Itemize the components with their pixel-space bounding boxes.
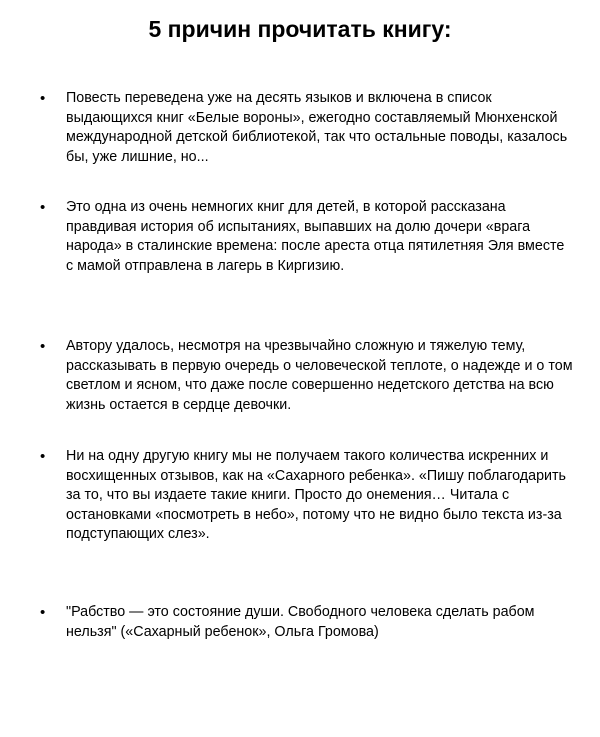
bullet-icon: • [40, 448, 46, 465]
reason-list-item [40, 89, 575, 167]
reason-text: Это одна из очень немногих книг для детей, в которой рассказана правдивая история об испытаниях, выпавших на долю дочери «врага народа» в сталинские времена: после ареста отца пятилетняя Эля вместе с мамой отправлена в лагерь в Киргизию. [66, 199, 565, 274]
reason-list-item [40, 447, 575, 545]
reason-text: Повесть переведена уже на десять языков и включена в список выдающихся книг «Белые вороны», ежегодно составляемый Мюнхенской международной детской библиотекой, так что остальные поводы, казалось бы, уже лишние, но... [66, 90, 568, 165]
bullet-icon: • [40, 338, 46, 355]
reason-list-item [40, 603, 575, 642]
reason-list-item [40, 337, 575, 415]
quote-text: "Рабство — это состояние души. Свободного человека сделать рабом нельзя" («Сахарный ребенок», Ольга Громова) [66, 604, 535, 640]
reason-text: Ни на одну другую книгу мы не получаем такого количества искренних и восхищенных отзывов, как на «Сахарного ребенка». «Пишу поблагодарить за то, что вы издаете такие книги. Просто до онемения… Читала с остановками «посмотреть в небо», потому что не видно было текста из-за подступающих слез». [66, 448, 566, 542]
reason-list-item [40, 198, 575, 276]
bullet-icon: • [40, 90, 46, 107]
reason-text: Автору удалось, несмотря на чрезвычайно сложную и тяжелую тему, рассказывать в первую очередь о человеческой теплоте, о надежде и о том светлом и ясном, что даже после совершенно недетского детства на всю жизнь остается в сердце девочки. [66, 338, 573, 413]
bullet-icon: • [40, 199, 46, 216]
page-title: 5 причин прочитать книгу: [148, 16, 452, 42]
bullet-icon: • [40, 604, 46, 621]
